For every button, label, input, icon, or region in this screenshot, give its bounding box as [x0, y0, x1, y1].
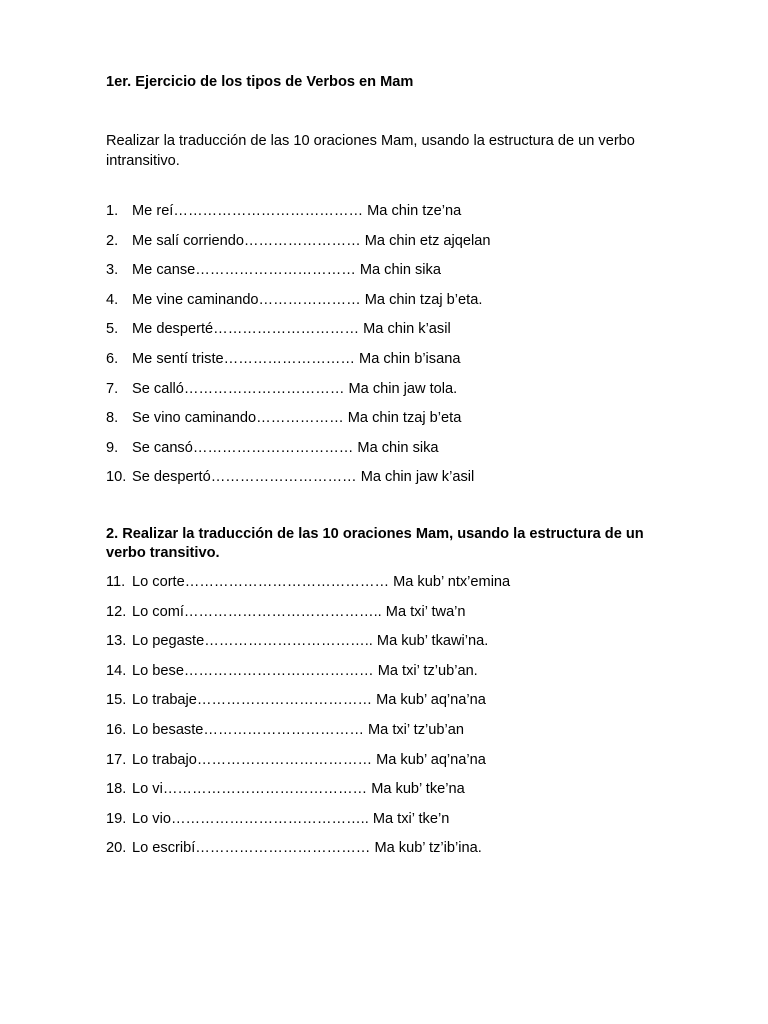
list-item [106, 750, 646, 780]
item-text: Se cansó…………………………… Ma chin sika [132, 439, 439, 456]
transitive-list [106, 572, 646, 868]
item-text: Lo pegaste…………………………….. Ma kub’ tkawi’na. [132, 633, 489, 650]
item-number: 1. [106, 203, 119, 219]
item-text: Me reí………………………………… Ma chin tze’na [132, 203, 462, 219]
list-item [106, 720, 646, 750]
item-number: 3. [106, 262, 119, 279]
item-number: 2. [106, 232, 119, 249]
item-text: Lo trabaje……………………………… Ma kub’ aq’na’na [132, 692, 486, 709]
item-number: 8. [106, 410, 119, 427]
list-item [106, 661, 646, 691]
item-text: Lo vi…………………………………… Ma kub’ tke’na [132, 781, 465, 798]
list-item [106, 201, 646, 231]
item-number: 14. [106, 662, 127, 679]
list-item [106, 809, 646, 839]
list-item [106, 467, 646, 497]
item-number: 5. [106, 321, 119, 338]
item-text: Se despertó………………………… Ma chin jaw k’asil [132, 469, 475, 486]
item-number: 16. [106, 721, 127, 738]
item-number: 6. [106, 350, 119, 367]
list-item [106, 690, 646, 720]
list-item [106, 260, 646, 290]
section-2-heading: 2. Realizar la traducción de las 10 oraciones Mam, usando la estructura de un verbo transitivo. [106, 525, 644, 562]
list-item [106, 319, 646, 349]
item-number: 13. [106, 633, 127, 650]
list-item [106, 349, 646, 379]
list-item [106, 438, 646, 468]
item-text: Me salí corriendo…………………… Ma chin etz ajqelan [132, 232, 491, 249]
item-number: 12. [106, 603, 127, 620]
item-text: Lo besaste…………………………… Ma txi’ tz’ub’an [132, 721, 464, 738]
item-number: 19. [106, 810, 127, 827]
item-number: 4. [106, 291, 119, 308]
intro-paragraph: Realizar la traducción de las 10 oraciones Mam, usando la estructura de un verbo intransitivo. [106, 133, 635, 169]
item-text: Se vino caminando……………… Ma chin tzaj b’eta [132, 410, 462, 427]
list-item [106, 408, 646, 438]
list-item [106, 602, 646, 632]
item-number: 11. [106, 573, 126, 590]
item-text: Me vine caminando………………… Ma chin tzaj b’eta. [132, 291, 483, 308]
item-text: Lo escribí……………………………… Ma kub’ tz’ib’ina. [132, 840, 482, 857]
document-title: 1er. Ejercicio de los tipos de Verbos en Mam [106, 74, 414, 90]
list-item [106, 838, 646, 868]
item-text: Lo bese………………………………… Ma txi’ tz’ub’an. [132, 662, 478, 679]
list-item [106, 231, 646, 261]
item-number: 17. [106, 751, 127, 768]
item-number: 9. [106, 439, 119, 456]
item-text: Lo trabajo……………………………… Ma kub’ aq’na’na [132, 751, 486, 768]
item-text: Me desperté………………………… Ma chin k’asil [132, 321, 451, 338]
list-item [106, 631, 646, 661]
list-item [106, 572, 646, 602]
item-number: 15. [106, 692, 127, 709]
item-text: Lo vio………………………………….. Ma txi’ tke’n [132, 810, 450, 827]
item-text: Me canse…………………………… Ma chin sika [132, 262, 441, 279]
item-number: 10. [106, 469, 127, 486]
item-text: Lo corte…………………………………… Ma kub’ ntx’emina [132, 573, 511, 590]
document-page [106, 72, 646, 868]
item-text: Se calló…………………………… Ma chin jaw tola. [132, 380, 458, 397]
list-item [106, 779, 646, 809]
item-number: 7. [106, 380, 119, 397]
intransitive-list [106, 201, 646, 497]
item-text: Me sentí triste……………………… Ma chin b’isana [132, 350, 461, 367]
item-number: 20. [106, 840, 127, 857]
item-text: Lo comí………………………………….. Ma txi’ twa’n [132, 603, 466, 620]
list-item [106, 290, 646, 320]
item-number: 18. [106, 781, 127, 798]
list-item [106, 379, 646, 409]
